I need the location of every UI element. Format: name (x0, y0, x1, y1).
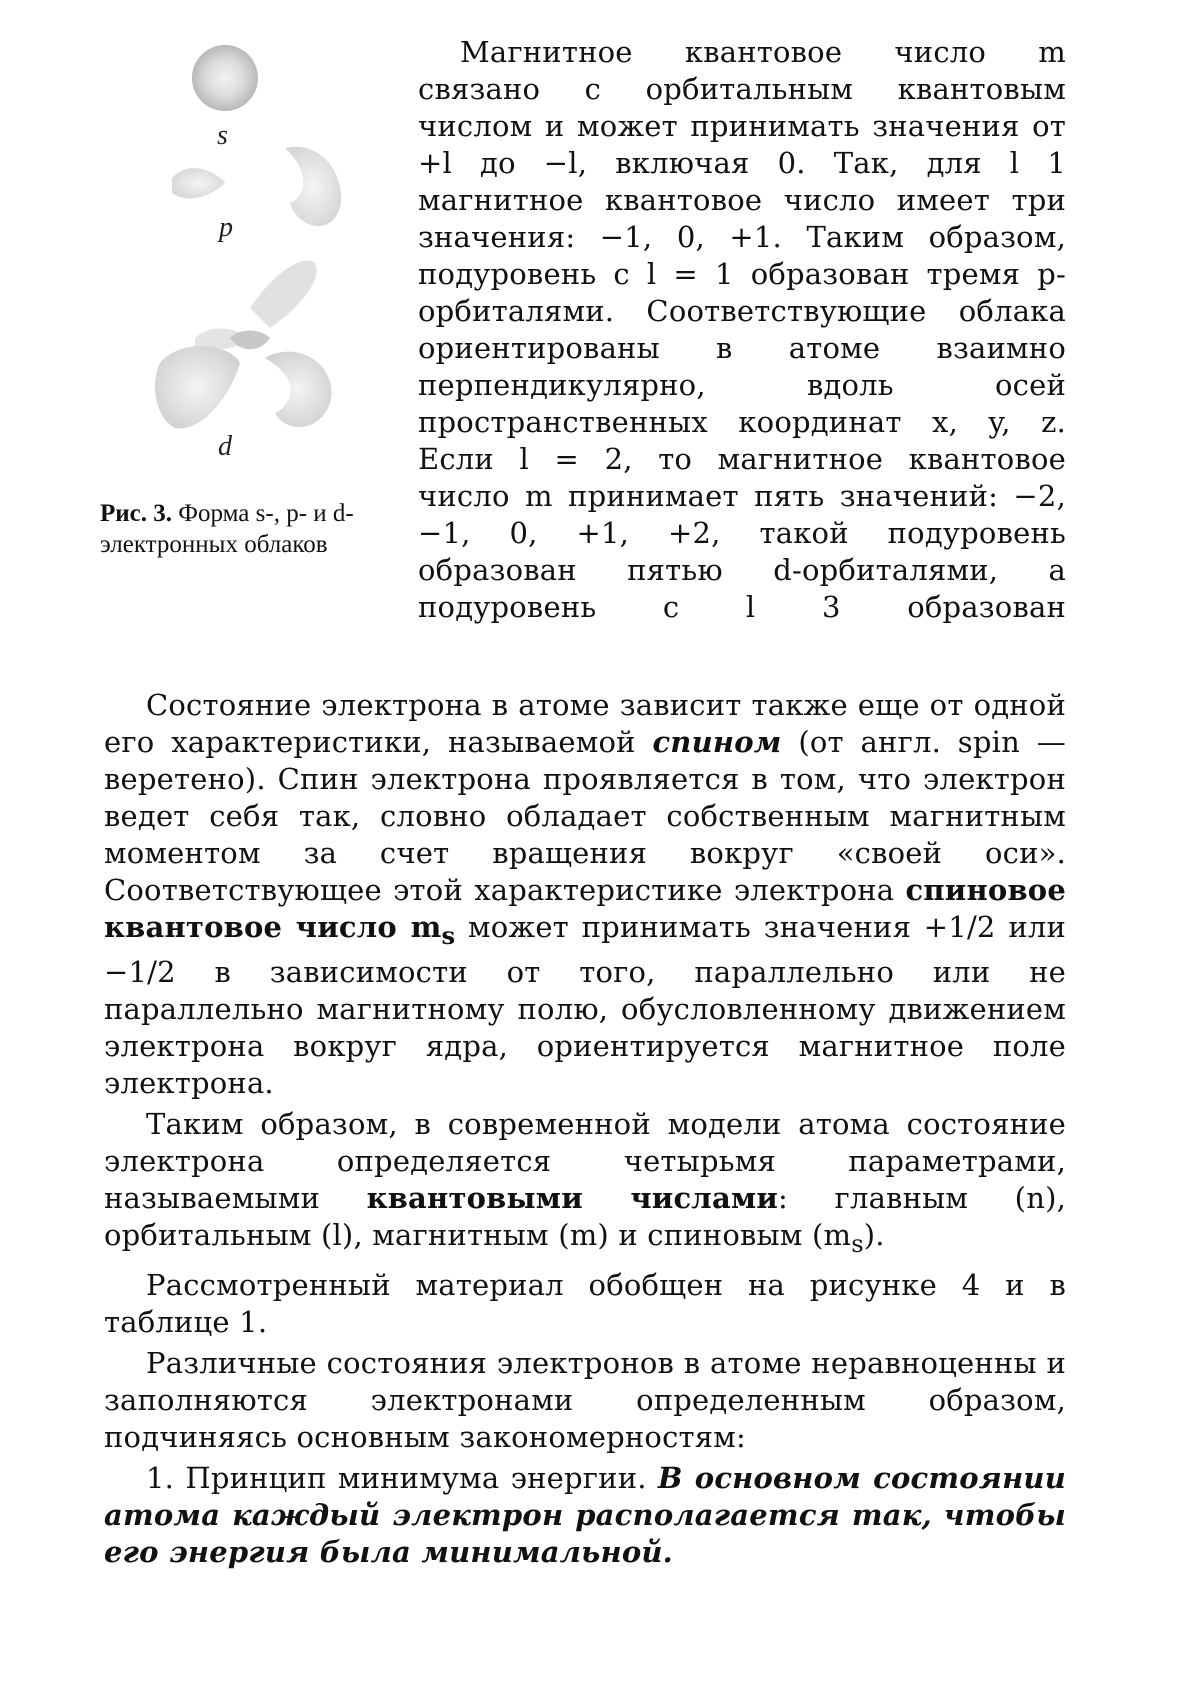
paragraph-summary: Рассмотренный материал обобщен на рисунке 4 и в таблице 1. (104, 1267, 1066, 1339)
rule-number: 1. Принцип минимума энергии. (146, 1460, 658, 1495)
magnetic-number-paragraph (418, 34, 1066, 626)
paragraph-rule-1 (104, 1460, 1066, 1571)
figure-caption-text: Форма s-, p- и d-электронных облаков (100, 500, 354, 558)
d-orbital-label: d (218, 431, 232, 462)
model-text-c: ). (863, 1217, 885, 1252)
paragraph-spin (104, 687, 1066, 1102)
main-text (104, 627, 1066, 1571)
paragraph-states: Различные состояния электронов в атоме неравноценны и заполняются электронами определенным образом, подчиняясь основным закономерностям: (104, 1345, 1066, 1454)
figure-caption (100, 498, 390, 560)
model-subscript: s (851, 1229, 864, 1258)
paragraph-magnetic: Магнитное квантовое число m связано с орбитальным квантовым числом и может принимать значения от +l до −l, включая 0. Так, для l 1 магнитное квантовое число имеет три значения: −1, 0, +1. Таким образом, подуровень с l = 1 образован тремя p-орбиталями. Соответствующие облака ориентированы в атоме взаимно перпендикулярно, вдоль осей пространственных координат x, y, z. Если l = 2, то магнитное квантовое число m принимает пять значений: −2, −1, 0, +1, +2, такой подуровень образован пятью d-орбиталями, а подуровень с l 3 образован (418, 35, 1066, 624)
model-text-a: Таким образом, в современной модели атома состояние электрона определяется четырьмя параметрами, называемыми (104, 1106, 1066, 1215)
figure-number: Рис. 3. (100, 500, 173, 527)
p-orbital-shape (172, 147, 341, 226)
orbital-shapes-illustration (100, 38, 390, 498)
s-orbital-shape (192, 45, 258, 111)
orbital-figure (100, 38, 390, 598)
spin-term: спином (652, 725, 782, 759)
spin-subscript: s (441, 920, 456, 950)
spin-text-c: может принимать значения +1/2 или −1/2 в зависимости от того, параллельно или не параллельно магнитному полю, обусловленному движением электрона вокруг ядра, ориентируется магнитное поле электрона. (104, 910, 1066, 1100)
paragraph-model (104, 1106, 1066, 1263)
p-orbital-label: p (219, 212, 233, 243)
model-text-b: : главным (n), орбитальным (l), магнитным (m) и спиновым (m (104, 1180, 1067, 1252)
spin-quantum-number-term: спиновое квантовое число m (104, 873, 1066, 944)
spin-text-b: (от англ. spin — веретено). Спин электрона проявляется в том, что электрон ведет себя так, словно обладает собственным магнитным моментом за счет вращения вокруг «своей оси». Соответствующее этой характеристике электрона (104, 725, 1066, 907)
s-orbital-label: s (217, 120, 228, 151)
rule-text: В основном состоянии атома каждый электрон располагается так, чтобы его энергия была минимальной. (104, 1460, 1066, 1569)
spin-text-a: Состояние электрона в атоме зависит также еще от одной его характеристики, называемой (104, 688, 1066, 759)
quantum-numbers-term: квантовыми числами (366, 1180, 779, 1215)
d-orbital-shape (155, 261, 332, 429)
